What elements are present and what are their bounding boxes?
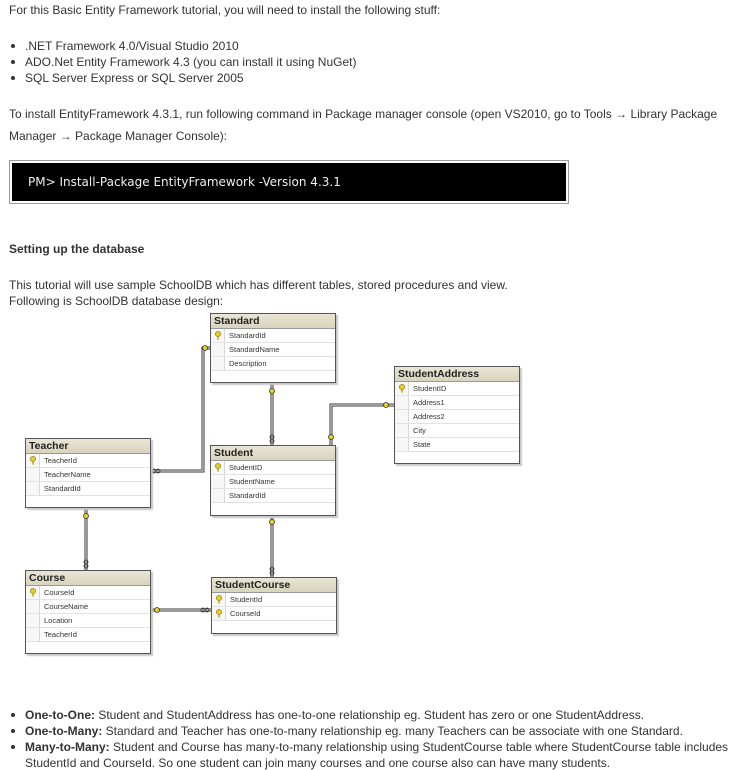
table-row: Address1 bbox=[395, 396, 519, 410]
table-row: State bbox=[395, 438, 519, 452]
table-title: Student bbox=[211, 446, 335, 461]
key-end-icon bbox=[270, 389, 275, 394]
table-row: TeacherId bbox=[26, 454, 150, 468]
table-row: TeacherName bbox=[26, 468, 150, 482]
list-item: ADO.Net Entity Framework 4.3 (you can install it using NuGet) bbox=[9, 54, 356, 70]
table-row: StandardName bbox=[211, 343, 335, 357]
table-row: Address2 bbox=[395, 410, 519, 424]
table-row: CourseName bbox=[26, 600, 150, 614]
table-row: Location bbox=[26, 614, 150, 628]
intro-text: For this Basic Entity Framework tutorial, you will need to install the following stuff: bbox=[9, 3, 441, 17]
student-table bbox=[210, 445, 336, 516]
key-end-icon bbox=[329, 435, 334, 440]
relationship-continuation: StudentId and CourseId. So one student can join many courses and one course also can have many students. bbox=[25, 756, 611, 770]
key-end-icon bbox=[84, 514, 89, 519]
console-command-text: PM> Install-Package EntityFramework -Version 4.3.1 bbox=[12, 163, 566, 201]
primary-key-icon bbox=[214, 331, 222, 340]
table-title: StudentCourse bbox=[212, 578, 336, 593]
table-row: CourseId bbox=[212, 607, 336, 621]
table-row: CourseId bbox=[26, 586, 150, 600]
table-row: StandardId bbox=[26, 482, 150, 496]
key-end-icon bbox=[384, 403, 389, 408]
key-end-icon bbox=[155, 608, 160, 613]
table-title: Standard bbox=[211, 314, 335, 329]
table-row: StandardId bbox=[211, 329, 335, 343]
section-heading: Setting up the database bbox=[9, 242, 145, 256]
primary-key-icon bbox=[214, 463, 222, 472]
primary-key-icon bbox=[29, 456, 37, 465]
table-row: Description bbox=[211, 357, 335, 371]
list-item: SQL Server Express or SQL Server 2005 bbox=[9, 70, 356, 86]
course-table bbox=[25, 570, 151, 654]
relationships-list bbox=[9, 707, 728, 755]
list-item: Many-to-Many: Student and Course has many-to-many relationship using StudentCourse table where StudentCourse table includes bbox=[9, 739, 728, 755]
list-item: .NET Framework 4.0/Visual Studio 2010 bbox=[9, 38, 356, 54]
table-row: StandardId bbox=[211, 489, 335, 503]
table-row: StudentID bbox=[395, 382, 519, 396]
table-title: Teacher bbox=[26, 439, 150, 454]
table-title: StudentAddress bbox=[395, 367, 519, 382]
key-end-icon bbox=[203, 346, 208, 351]
install-line-2: Manager → Package Manager Console): bbox=[9, 129, 228, 143]
table-row: StudentID bbox=[211, 461, 335, 475]
primary-key-icon bbox=[215, 609, 223, 618]
key-end-icon bbox=[270, 520, 275, 525]
db-intro-line-1: This tutorial will use sample SchoolDB which has different tables, stored procedures and view. bbox=[9, 278, 508, 292]
db-intro-line-2: Following is SchoolDB database design: bbox=[9, 294, 224, 308]
standard-table bbox=[210, 313, 336, 383]
student-course-table bbox=[211, 577, 337, 634]
primary-key-icon bbox=[398, 384, 406, 393]
list-item: One-to-One: Student and StudentAddress has one-to-one relationship eg. Student has zero or one StudentAddress. bbox=[9, 707, 728, 723]
table-row: StudentName bbox=[211, 475, 335, 489]
table-row: City bbox=[395, 424, 519, 438]
table-row: TeacherId bbox=[26, 628, 150, 642]
primary-key-icon bbox=[215, 595, 223, 604]
student-address-table bbox=[394, 366, 520, 464]
primary-key-icon bbox=[29, 588, 37, 597]
table-title: Course bbox=[26, 571, 150, 586]
install-line-1: To install EntityFramework 4.3.1, run following command in Package manager console (open VS2010, go to Tools → Library Package bbox=[9, 107, 718, 121]
list-item: One-to-Many: Standard and Teacher has one-to-many relationship eg. many Teachers can be associate with one Standard. bbox=[9, 723, 728, 739]
table-row: StudentId bbox=[212, 593, 336, 607]
teacher-table bbox=[25, 438, 151, 508]
